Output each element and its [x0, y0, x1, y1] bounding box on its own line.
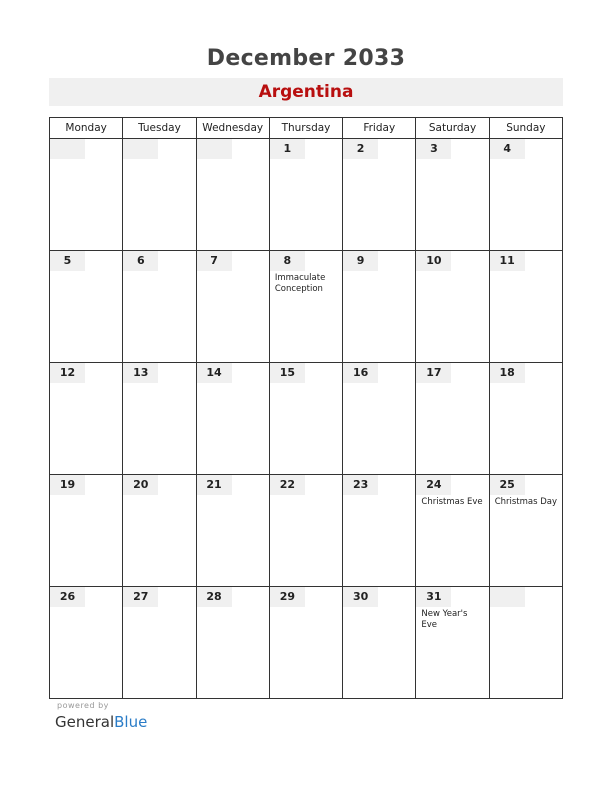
calendar-title: December 2033	[206, 46, 406, 71]
day-cell	[123, 363, 196, 475]
powered-by-label: powered by	[57, 701, 109, 710]
day-cell	[416, 139, 489, 251]
day-cell	[416, 251, 489, 363]
day-cell	[269, 475, 342, 587]
weekday-saturday: Saturday	[416, 118, 489, 139]
weekday-header-row	[50, 118, 563, 139]
day-number: 11	[490, 251, 525, 271]
weekday-sunday: Sunday	[489, 118, 562, 139]
day-cell	[416, 587, 489, 699]
day-number: 19	[50, 475, 85, 495]
day-cell	[50, 587, 123, 699]
day-cell	[489, 475, 562, 587]
day-cell	[123, 475, 196, 587]
day-number: 18	[490, 363, 525, 383]
day-cell	[269, 139, 342, 251]
day-number: 3	[416, 139, 451, 159]
empty-day-marker	[123, 139, 158, 159]
day-cell	[50, 139, 123, 251]
weekday-wednesday: Wednesday	[196, 118, 269, 139]
day-number: 29	[270, 587, 305, 607]
day-cell	[123, 251, 196, 363]
day-cell	[343, 139, 416, 251]
day-number: 22	[270, 475, 305, 495]
day-cell	[489, 251, 562, 363]
day-number: 14	[197, 363, 232, 383]
day-cell	[489, 587, 562, 699]
week-row	[50, 475, 563, 587]
day-number: 10	[416, 251, 451, 271]
day-number: 12	[50, 363, 85, 383]
generalblue-logo	[55, 713, 147, 731]
week-row	[50, 251, 563, 363]
day-number: 21	[197, 475, 232, 495]
brand-blue: Blue	[114, 713, 148, 731]
day-number: 4	[490, 139, 525, 159]
calendar-body	[50, 139, 563, 699]
empty-day-marker	[490, 587, 525, 607]
day-number: 24	[416, 475, 451, 495]
day-cell	[196, 587, 269, 699]
day-cell	[343, 363, 416, 475]
day-cell	[343, 251, 416, 363]
day-cell	[50, 363, 123, 475]
day-cell	[123, 139, 196, 251]
week-row	[50, 587, 563, 699]
day-number: 28	[197, 587, 232, 607]
weekday-thursday: Thursday	[269, 118, 342, 139]
day-cell	[50, 475, 123, 587]
weekday-friday: Friday	[343, 118, 416, 139]
day-cell	[196, 139, 269, 251]
day-number: 15	[270, 363, 305, 383]
day-cell	[416, 475, 489, 587]
country-banner	[49, 78, 563, 106]
day-number: 16	[343, 363, 378, 383]
day-cell	[343, 475, 416, 587]
empty-day-marker	[50, 139, 85, 159]
day-cell	[489, 139, 562, 251]
holiday-label: Immaculate Conception	[274, 273, 326, 294]
day-cell	[123, 587, 196, 699]
day-cell	[269, 251, 342, 363]
day-number: 5	[50, 251, 85, 271]
holiday-label: New Year's Eve	[421, 609, 468, 630]
day-cell	[269, 363, 342, 475]
day-cell	[416, 363, 489, 475]
day-number: 2	[343, 139, 378, 159]
holiday-label: Christmas Eve	[421, 497, 483, 507]
week-row	[50, 139, 563, 251]
weekday-tuesday: Tuesday	[123, 118, 196, 139]
day-cell	[196, 251, 269, 363]
day-cell	[50, 251, 123, 363]
day-number: 17	[416, 363, 451, 383]
holiday-label: Christmas Day	[494, 497, 558, 507]
day-number: 20	[123, 475, 158, 495]
day-cell	[196, 475, 269, 587]
day-number: 27	[123, 587, 158, 607]
day-number: 26	[50, 587, 85, 607]
weekday-monday: Monday	[50, 118, 123, 139]
day-cell	[489, 363, 562, 475]
country-name: Argentina	[258, 82, 354, 102]
day-number: 30	[343, 587, 378, 607]
day-number: 25	[490, 475, 525, 495]
day-cell	[196, 363, 269, 475]
brand-general: General	[55, 713, 115, 731]
day-number: 6	[123, 251, 158, 271]
day-number: 31	[416, 587, 451, 607]
day-cell	[269, 587, 342, 699]
day-cell	[343, 587, 416, 699]
day-number: 1	[270, 139, 305, 159]
empty-day-marker	[197, 139, 232, 159]
day-number: 13	[123, 363, 158, 383]
day-number: 7	[197, 251, 232, 271]
calendar-grid	[49, 117, 563, 699]
day-number: 23	[343, 475, 378, 495]
day-number: 8	[270, 251, 305, 271]
day-number: 9	[343, 251, 378, 271]
week-row	[50, 363, 563, 475]
